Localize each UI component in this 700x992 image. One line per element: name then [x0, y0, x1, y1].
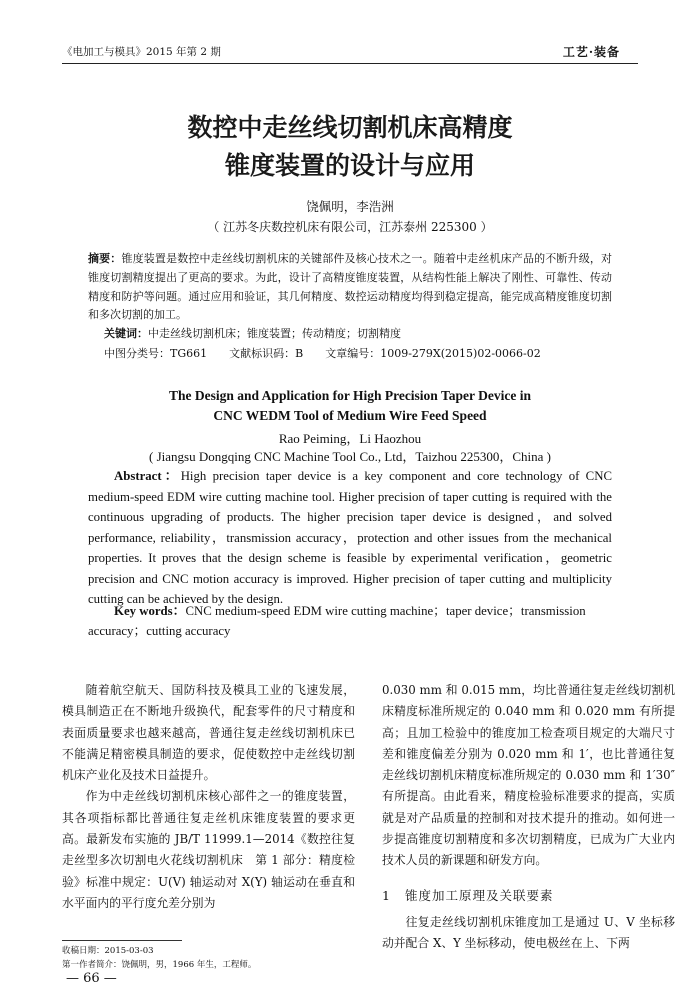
authors-zh: 饶佩明，李浩洲 [306, 199, 394, 214]
body-left-column [62, 680, 355, 914]
body-paragraph: 往复走丝线切割机床锥度加工是通过 U、V 坐标移动并配合 X、Y 坐标移动，使电极丝在上、下两 [382, 914, 675, 951]
abstract-zh-label: 摘要： [88, 252, 122, 265]
footnote-received: 收稿日期：2015-03-03 [62, 946, 154, 956]
document-code: 文献标识码：B [229, 347, 304, 360]
abstract-en-label: Abstract： [114, 469, 181, 483]
abstract-zh-text: 锥度装置是数控中走丝线切割机床的关键部件及核心技术之一。随着中走丝机床产品的不断升级，对锥度切割精度提出了更高的要求。为此，设计了高精度锥度装置，从结构性能上解决了刚性、可靠性、传动精度和防护等问题。通过应用和验证，其几何精度、数控运动精度均得到稳定提高，能完成高精度锥度切割和多次切割的加工。 [88, 252, 613, 322]
body-right-column [382, 680, 675, 955]
abstract-zh [88, 250, 612, 325]
authors-en: Rao Peiming，Li Haozhou [278, 431, 422, 446]
keywords-en [88, 601, 612, 641]
section-heading [382, 885, 675, 906]
keywords-en-label: Key words： [114, 604, 186, 618]
body-paragraph: 随着航空航天、国防科技及模具工业的飞速发展，模具制造正在不断地升级换代，配套零件的尺寸精度和表面质量要求也越来越高，普通往复走丝线切割机床已不能满足精密模具制造的要求，促使数控中走丝线切割机床产业化及技术日益提升。 [62, 683, 355, 783]
body-paragraph: 作为中走丝线切割机床核心部件之一的锥度装置，其各项指标都比普通往复走丝机床锥度装置的要求更高。最新发布实施的 JB/T 11999.1—2014《数控往复走丝型多次切割电火花线切割机床 第 1 部分：精度检验》标准中规定：U(V) 轴运动对 X(Y) 轴运动在垂直和水平面内的平行度允差分别为 [62, 789, 355, 910]
section-title: 锥度加工原理及关联要素 [404, 887, 554, 903]
body-paragraph: 0.030 mm 和 0.015 mm，均比普通往复走丝线切割机床精度标准所规定的 0.040 mm 和 0.020 mm 有所提高；且加工检验中的锥度加工检查项目规定的大端尺寸差和锥度偏差分别为 0.020 mm 和 1′，也比普通往复走丝线切割机床精度标准所规定的 0.030 mm 和 1′30″有所提高。由此看来，精度检验标准要求的提高，实质就是对产品质量的控制和对技术提升的推动。如何进一步提高锥度切割精度和多次切割精度，已成为广大业内技术人员的新课题和研发方向。 [382, 683, 675, 868]
header-rule [62, 63, 638, 64]
affiliation-en: ( Jiangsu Dongqing CNC Machine Tool Co., Ltd，Taizhou 225300，China ) [149, 449, 551, 464]
footnote-rule [62, 940, 182, 941]
footnote-author: 第一作者简介：饶佩明，男，1966 年生，工程师。 [62, 960, 257, 970]
section-number: 1 [382, 887, 391, 903]
journal-header: 《电加工与模具》2015 年第 2 期 [62, 46, 221, 58]
keywords-zh-label: 关键词： [104, 327, 148, 340]
title-zh-line1: 数控中走丝线切割机床高精度 [187, 113, 513, 142]
abstract-en [88, 466, 612, 610]
page-number: — 66 — [66, 971, 117, 986]
title-zh-line2: 锥度装置的设计与应用 [224, 151, 475, 180]
keywords-zh-text: 中走丝线切割机床；锥度装置；传动精度；切割精度 [148, 327, 401, 340]
classification-line [104, 345, 563, 361]
keywords-zh [104, 325, 401, 341]
keywords-en-text: CNC medium-speed EDM wire cutting machine；taper device；transmission accuracy；cutting accuracy [88, 604, 586, 638]
clc-number: 中图分类号：TG661 [104, 347, 208, 360]
title-en-line2: CNC WEDM Tool of Medium Wire Feed Speed [213, 408, 487, 423]
abstract-en-text: High precision taper device is a key component and core technology of CNC medium-speed EDM wire cutting machine tool. Higher precision of taper cutting is required with the continuous upgrading of products. The higher precision taper device is designed，and solved performance, reliability，transmission accuracy，protection and other issues from the mechanical properties. It proves that the design scheme is feasible by experimental verification，geometric precision and CNC motion accuracy is improved. Higher precision of taper cutting and multiplicity cutting can be achieved by the design. [88, 469, 612, 606]
article-number: 文章编号：1009-279X(2015)02-0066-02 [325, 347, 541, 360]
title-en-line1: The Design and Application for High Precision Taper Device in [169, 388, 531, 403]
affiliation-zh: （ 江苏冬庆数控机床有限公司，江苏泰州 225300 ） [207, 220, 493, 234]
section-header: 工艺·装备 [562, 45, 620, 59]
